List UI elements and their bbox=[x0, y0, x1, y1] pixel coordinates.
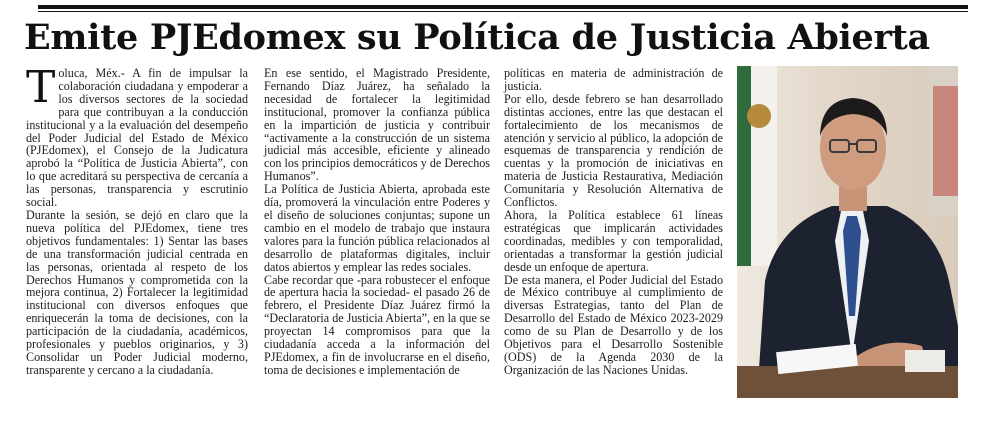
paragraph: Durante la sesión, se dejó en claro que la nueva política del PJEdomex, tiene tres objetivos fundamentales: 1) Sentar las bases de una transformación judicial centrada en las personas, orientada al respeto de los Derechos Humanos y comprometida con la mejora continua, 2) Fortalecer la legitimidad institucional con diversos enfoques que enriquecerán la toma de decisiones, con la participación de la ciudadanía, académicos, profesionales y pueblos originarios, y 3) Consolidar un Poder Judicial moderno, transparente y cercano a la ciudadanía. bbox=[26, 207, 248, 377]
article-column-1 bbox=[26, 62, 248, 377]
headline: Emite PJEdomex su Política de Justicia Abierta bbox=[24, 17, 930, 58]
paragraph: En ese sentido, el Magistrado Presidente, Fernando Díaz Juárez, ha señalado la necesidad de fortalecer la legitimidad institucional, promover la confianza pública en la impartición de justicia y contribuir “activamente a la construcción de un sistema judicial más accesible, eficiente y alineado con los principios democráticos y de Derechos Humanos”. bbox=[264, 66, 490, 184]
paragraph: Cabe recordar que -para robustecer el enfoque de apertura hacia la sociedad- el pasado 26 de febrero, el Presidente Díaz Juárez firmó la “Declaratoria de Justicia Abierta”, en la que se proyectan 14 compromisos para que la ciudadanía acceda a la información del PJEdomex, a fin de involucrarse en el diseño, toma de decisiones e implementación de bbox=[264, 272, 490, 377]
top-rule-thick bbox=[38, 5, 968, 9]
paragraph: La Política de Justicia Abierta, aprobada este día, promoverá la vinculación entre Poderes y el diseño de soluciones conjuntas; supone un cambio en el modelo de trabajo que instaura valores para la función pública relacionados al desarrollo de plataformas digitales, incluir datos abiertos y emplear las redes sociales. bbox=[264, 182, 490, 274]
paragraph: políticas en materia de administración de justicia. bbox=[504, 66, 723, 93]
paragraph: De esta manera, el Poder Judicial del Estado de México contribuye al cumplimiento de diversas Estrategias, tanto del Plan de Desarrollo del Estado de México 2023-2029 como de su Plan de Desarrollo y de los Objetivos para el Desarrollo Sostenible (ODS) de la Agenda 2030 de la Organización de las Naciones Unidas. bbox=[504, 272, 723, 377]
flag-emblem bbox=[747, 104, 771, 128]
drop-cap: T bbox=[26, 62, 56, 113]
paragraph: Ahora, la Política establece 61 líneas estratégicas que implicarán actividades coordinadas, medibles y con temporalidad, orientadas a transformar la gestión judicial desde un enfoque de apertura. bbox=[504, 207, 723, 274]
article-column-3 bbox=[504, 67, 723, 377]
nameplate bbox=[905, 350, 945, 372]
paragraph: Por ello, desde febrero se han desarrollado distintas acciones, entre las que destacan el fortalecimiento de los mecanismos de atención y servicio al público, la adopción de esquemas de transparencia y rendición de cuentas y la promoción de iniciativas en materia de Justicia Restaurativa, Mediación Comunitaria y Resolución Alternativa de Conflictos. bbox=[504, 91, 723, 210]
paragraph-text: oluca, Méx.- A fin de impulsar la colaboración ciudadana y empoderar a los diversos sectores de la sociedad para que contribuyan a la conducción institucional y a la evaluación del desempeño del Poder Judicial del Estado de México (PJEdomex), el Consejo de la Judicatura aprobó la “Política de Justicia Abierta”, con lo que acreditará su perspectiva de cercanía a las personas, transparencia y escrutinio social. bbox=[26, 66, 248, 210]
flag-green bbox=[737, 66, 751, 266]
portrait-illustration bbox=[737, 66, 958, 398]
paragraph bbox=[26, 62, 248, 210]
banner-red bbox=[933, 86, 958, 196]
portrait-photo bbox=[737, 66, 958, 398]
article-column-2 bbox=[264, 67, 490, 377]
